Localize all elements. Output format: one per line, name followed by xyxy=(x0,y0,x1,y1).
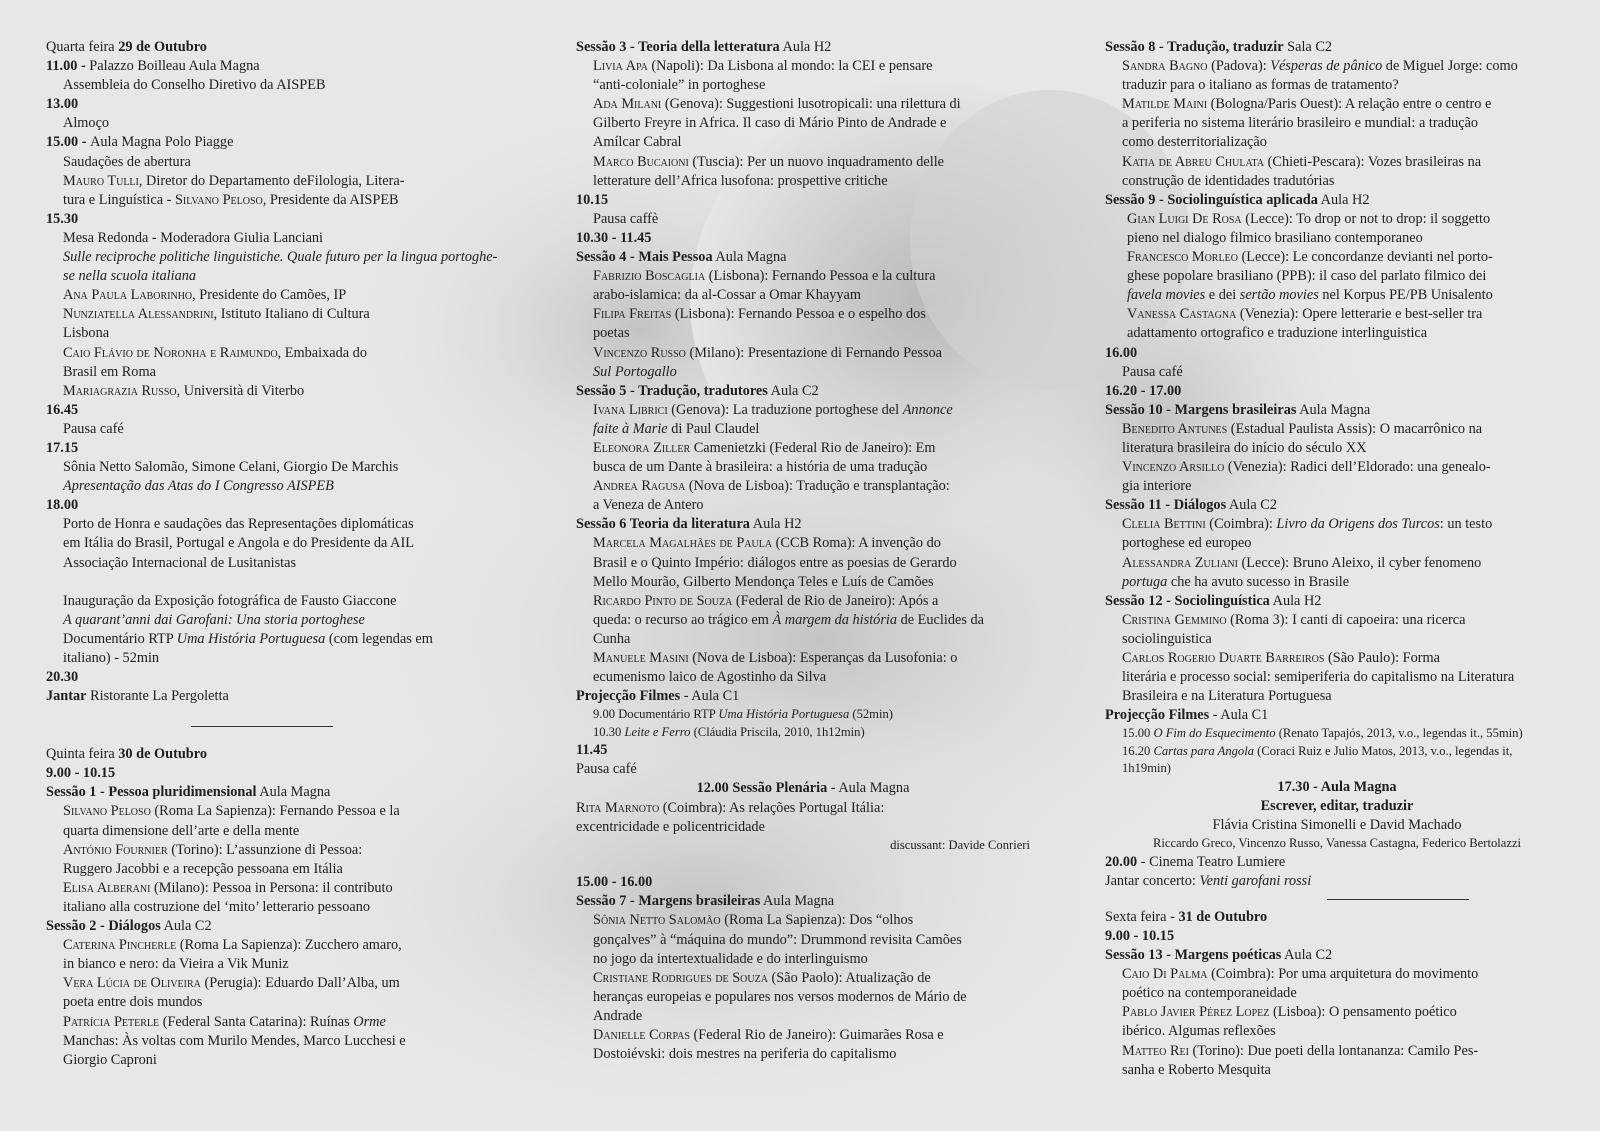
speaker-entry: ecumenismo laico de Agostinho da Silva xyxy=(593,669,827,686)
time-slot: 11.45 xyxy=(576,742,608,759)
middle-column xyxy=(576,38,1030,1064)
event-text: Jantar concerto: Venti garofani rossi xyxy=(1105,872,1312,889)
speaker-entry: Fabrizio Boscaglia (Lisbona): Fernando Pessoa e la cultura xyxy=(593,268,936,285)
speaker-entry: Filipa Freitas (Lisbona): Fernando Pessoa e o espelho dos xyxy=(593,306,926,323)
speaker-entry: Pablo Javier Pérez Lopez (Lisboa): O pensamento poético xyxy=(1122,1004,1457,1021)
session-heading: Projecção Filmes - Aula C1 xyxy=(1105,707,1269,724)
speaker-entry: Giorgio Caproni xyxy=(63,1051,157,1068)
event-text: Pausa café xyxy=(1122,363,1183,380)
speaker-entry: Gilberto Freyre in Africa. Il caso di Mário Pinto de Andrade e xyxy=(593,115,947,132)
speaker-entry: construção de identidades tradutórias xyxy=(1122,172,1335,189)
speaker-entry: Manchas: Às voltas com Murilo Mendes, Marco Lucchesi e xyxy=(63,1032,406,1049)
speaker-entry: Caterina Pincherle (Roma La Sapienza): Zucchero amaro, xyxy=(63,937,402,954)
speaker-entry: Matteo Rei (Torino): Due poeti della lontananza: Camilo Pes- xyxy=(1122,1042,1479,1059)
event-text: Almoço xyxy=(63,115,110,132)
speaker-entry: Lisbona xyxy=(63,325,110,342)
time-slot: 16.00 xyxy=(1105,344,1138,361)
roundtable-speakers: Flávia Cristina Simonelli e David Machado xyxy=(1212,817,1462,834)
roundtable-title: Escrever, editar, traduzir xyxy=(1260,797,1414,814)
speaker-entry: Brasileira e na Literatura Portuguesa xyxy=(1122,688,1332,705)
speaker-entry: Ruggero Jacobbi e a recepção pessoana em Itália xyxy=(63,860,343,877)
time-slot: 17.15 xyxy=(46,439,79,456)
session-heading: Sessão 6 Teoria da literatura Aula H2 xyxy=(576,516,802,533)
speaker-entry: Vincenzo Russo (Milano): Presentazione di Fernando Pessoa xyxy=(593,344,942,361)
speaker-entry: Marco Bucaioni (Tuscia): Per un nuovo inquadramento delle xyxy=(593,153,945,170)
speaker-entry: adattamento ortografico e traduzione interlinguistica xyxy=(1127,325,1428,342)
discussant: discussant: Davide Conrieri xyxy=(890,837,1030,852)
speaker-entry: Caio Flávio de Noronha e Raimundo, Embaixada do xyxy=(63,344,367,361)
speaker-entry: letterature dell’Africa lusofona: prospettive critiche xyxy=(593,172,888,189)
session-heading: Sessão 4 - Mais Pessoa Aula Magna xyxy=(576,249,787,266)
speaker-entry: Elisa Alberani (Milano): Pessoa in Persona: il contributo xyxy=(63,879,393,896)
speaker-entry: Andrade xyxy=(593,1007,643,1024)
speaker-entry: Sônia Netto Salomão (Roma La Sapienza): Dos “olhos xyxy=(593,912,914,929)
event-title: Sulle reciproche politiche linguistiche. Quale futuro per la lingua portoghe- xyxy=(63,249,498,266)
speaker-entry: como desterritorialização xyxy=(1122,134,1267,151)
time-slot: 20.30 xyxy=(46,669,79,685)
speaker-entry: Sandra Bagno (Padova): Vésperas de pânico de Miguel Jorge: como xyxy=(1122,58,1518,75)
time-slot: 20.00 - Cinema Teatro Lumiere xyxy=(1105,853,1286,870)
time-slot: 18.00 xyxy=(46,497,79,514)
film-entry: 10.30 Leite e Ferro (Cláudia Priscila, 2010, 1h12min) xyxy=(593,724,865,739)
speaker-entry: Amílcar Cabral xyxy=(593,134,682,151)
film-entry: 9.00 Documentário RTP Uma História Portuguesa (52min) xyxy=(593,707,893,722)
speaker-entry: faite à Marie di Paul Claudel xyxy=(593,420,760,437)
speaker-entry: Andrea Ragusa (Nova de Lisboa): Tradução e transplantação: xyxy=(593,478,950,495)
speaker-entry: literatura brasileira do início do século XX xyxy=(1122,439,1367,456)
speaker-entry: italiano alla costruzione del ‘mito’ letterario pessoano xyxy=(63,898,371,915)
speaker-entry: “anti-coloniale” in portoghese xyxy=(593,77,766,94)
speaker-entry: a Veneza de Antero xyxy=(593,497,704,514)
speaker-entry: ibérico. Algumas reflexões xyxy=(1122,1023,1276,1040)
time-slot: 11.00 - Palazzo Boilleau Aula Magna xyxy=(46,58,260,75)
event-text: Pausa café xyxy=(576,761,637,778)
event-text: Assembleia do Conselho Diretivo da AISPEB xyxy=(63,77,326,94)
event-text: em Itália do Brasil, Portugal e Angola e do Presidente da AIL xyxy=(63,535,414,552)
speaker-entry: Brasil em Roma xyxy=(63,363,156,380)
event-title: Apresentação das Atas do I Congresso AISPEB xyxy=(63,478,334,495)
event-text: Saudações de abertura xyxy=(63,153,191,170)
speaker-entry: poetas xyxy=(593,325,630,342)
speaker-entry: literária e processo social: semiperiferia do capitalismo na Literatura xyxy=(1122,669,1515,686)
event-text: Associação Internacional de Lusitanistas xyxy=(63,554,297,571)
right-column xyxy=(1105,38,1569,1080)
speaker-entry: Eleonora Ziller Camenietzki (Federal Rio de Janeiro): Em xyxy=(593,439,936,456)
speaker-entry: Alessandra Zuliani (Lecce): Bruno Aleixo, il cyber fenomeno xyxy=(1122,554,1482,571)
speaker-entry: Mariagrazia Russo, Università di Viterbo xyxy=(63,382,305,399)
session-heading: Sessão 12 - Sociolinguística Aula H2 xyxy=(1105,592,1322,609)
session-heading: Sessão 10 - Margens brasileiras Aula Magna xyxy=(1105,401,1371,418)
event-title: se nella scuola italiana xyxy=(63,268,197,285)
plenary-heading: 12.00 Sessão Plenária - Aula Magna xyxy=(696,780,910,797)
speaker-entry: pieno nel dialogo filmico brasiliano contemporaneo xyxy=(1127,229,1423,246)
speaker-entry: Cunha xyxy=(593,630,631,647)
speaker-entry: Matilde Maini (Bologna/Paris Ouest): A relação entre o centro e xyxy=(1122,96,1492,113)
speaker-entry: gia interiore xyxy=(1122,478,1192,495)
speaker-entry: Benedito Antunes (Estadual Paulista Assis): O macarrônico na xyxy=(1122,420,1483,437)
speaker-entry: Caio Di Palma (Coimbra): Por uma arquitetura do movimento xyxy=(1122,966,1479,983)
speaker-entry: Ivana Librici (Genova): La traduzione portoghese del Annonce xyxy=(593,401,953,418)
time-slot: 15.00 - 16.00 xyxy=(576,874,653,891)
speaker-entry: Katia de Abreu Chulata (Chieti-Pescara): Vozes brasileiras na xyxy=(1122,153,1482,170)
speaker-entry: queda: o recurso ao trágico em À margem da história de Euclides da xyxy=(593,611,984,628)
speaker-entry: Ada Milani (Genova): Suggestioni lusotropicali: una rilettura di xyxy=(593,96,961,113)
speaker-entry: sociolinguistica xyxy=(1122,630,1212,647)
event-text: Pausa caffè xyxy=(593,210,659,227)
film-entry: 15.00 O Fim do Esquecimento (Renato Tapajós, 2013, v.o., legendas it., 55min) xyxy=(1122,726,1523,741)
speaker-entry: Vera Lúcia de Oliveira (Perugia): Eduardo Dall’Alba, um xyxy=(63,975,400,992)
day-heading-wednesday: Quarta feira 29 de Outubro xyxy=(46,39,207,55)
speaker-entry: Ricardo Pinto de Souza (Federal de Rio de Janeiro): Após a xyxy=(593,592,939,609)
speaker-entry: Dostoiévski: dois mestres na periferia do capitalismo xyxy=(593,1046,897,1063)
time-slot: 10.15 xyxy=(576,191,609,208)
session-heading: Sessão 11 - Diálogos Aula C2 xyxy=(1105,497,1277,514)
speaker-entry: excentricidade e policentricidade xyxy=(576,818,765,835)
speaker-entry: Clelia Bettini (Coimbra): Livro da Origens dos Turcos: un testo xyxy=(1122,516,1493,533)
speaker-entry: Rita Marnoto (Coimbra): As relações Portugal Itália: xyxy=(576,799,885,816)
speaker-entry: Vincenzo Arsillo (Venezia): Radici dell’Eldorado: una genealo- xyxy=(1122,459,1491,476)
speaker-entry: Brasil e o Quinto Império: diálogos entre as poesias de Gerardo xyxy=(593,554,957,571)
session-heading: Sessão 5 - Tradução, tradutores Aula C2 xyxy=(576,382,819,399)
session-heading: Sessão 1 - Pessoa pluridimensional Aula Magna xyxy=(46,784,331,801)
day-heading-thursday: Quinta feira 30 de Outubro xyxy=(46,746,207,763)
speaker-entry: Francesco Morleo (Lecce): Le concordanze devianti nel porto- xyxy=(1127,249,1493,266)
speaker-entry: traduzir para o italiano as formas de tratamento? xyxy=(1122,77,1399,94)
speaker-entry: tura e Linguística - Silvano Peloso, Presidente da AISPEB xyxy=(63,191,399,208)
day-heading-friday: Sexta feira - 31 de Outubro xyxy=(1105,908,1268,925)
speaker-entry: gonçalves” à “máquina do mundo”: Drummond revisita Camões xyxy=(593,931,962,948)
speaker-entry: no jogo da intertextualidade e do interlinguismo xyxy=(593,950,868,967)
time-slot: 16.45 xyxy=(46,401,79,418)
speaker-entry: Mello Mourão, Gilberto Mendonça Teles e Luís de Camões xyxy=(593,573,934,590)
speaker-entry: Silvano Peloso (Roma La Sapienza): Fernando Pessoa e la xyxy=(63,803,400,820)
speaker-entry: Sul Portogallo xyxy=(593,363,677,380)
speaker-entry: ghese popolare brasiliano (PPB): il caso del parlato filmico dei xyxy=(1127,268,1487,285)
session-heading: Projecção Filmes - Aula C1 xyxy=(576,688,740,705)
speaker-entry: a periferia no sistema literário brasileiro e mundial: a tradução xyxy=(1122,115,1479,132)
speaker-entry: portoghese ed europeo xyxy=(1122,535,1252,552)
time-slot: 16.20 - 17.00 xyxy=(1105,382,1182,399)
session-heading: Sessão 7 - Margens brasileiras Aula Magna xyxy=(576,893,835,910)
speaker-entry: Patrícia Peterle (Federal Santa Catarina): Ruínas Orme xyxy=(63,1013,386,1030)
speaker-entry: poeta entre dois mundos xyxy=(63,994,203,1011)
speaker-entry: Vanessa Castagna (Venezia): Opere letterarie e best-seller tra xyxy=(1127,306,1483,323)
event-title: A quarant’anni dai Garofani: Una storia portoghese xyxy=(63,611,365,628)
event-text: Documentário RTP Uma História Portuguesa (com legendas em xyxy=(63,630,433,647)
session-heading: Sessão 8 - Tradução, traduzir Sala C2 xyxy=(1105,39,1333,55)
speaker-entry: Danielle Corpas (Federal Rio de Janeiro): Guimarães Rosa e xyxy=(593,1027,944,1043)
film-entry: 16.20 Cartas para Angola (Coraci Ruiz e Julio Matos, 2013, v.o., legendas it, xyxy=(1122,743,1513,758)
event-text: Jantar Ristorante La Pergoletta xyxy=(46,688,229,705)
film-entry: 1h19min) xyxy=(1122,761,1171,776)
section-divider xyxy=(191,726,333,727)
section-divider xyxy=(1327,899,1469,900)
speaker-entry: António Fournier (Torino): L’assunzione di Pessoa: xyxy=(63,841,363,858)
speaker-entry: Cristina Gemmino (Roma 3): I canti di capoeira: una ricerca xyxy=(1122,611,1466,628)
event-text: Mesa Redonda - Moderadora Giulia Lanciani xyxy=(63,229,324,246)
speaker-entry: Mauro Tulli, Diretor do Departamento deFilologia, Litera- xyxy=(63,172,405,189)
speaker-entry: Livia Apa (Napoli): Da Lisbona al mondo: la CEI e pensare xyxy=(593,58,933,75)
session-heading: Sessão 9 - Sociolinguística aplicada Aula H2 xyxy=(1105,191,1370,208)
event-text: Inauguração da Exposição fotográfica de Fausto Giaccone xyxy=(63,592,397,609)
event-text: italiano) - 52min xyxy=(63,649,160,666)
speaker-entry: Carlos Rogerio Duarte Barreiros (São Paulo): Forma xyxy=(1122,650,1440,666)
speaker-entry: in bianco e nero: da Vieira a Vik Muniz xyxy=(63,956,289,973)
speaker-entry: quarta dimensione dell’arte e della mente xyxy=(63,822,300,839)
time-slot: 13.00 xyxy=(46,96,79,113)
time-slot: 15.00 - Aula Magna Polo Piagge xyxy=(46,134,234,151)
speaker-entry: poético na contemporaneidade xyxy=(1122,985,1297,1002)
time-slot: 15.30 xyxy=(46,210,79,227)
speaker-entry: Manuele Masini (Nova de Lisboa): Esperanças da Lusofonia: o xyxy=(593,650,958,666)
speaker-entry: sanha e Roberto Mesquita xyxy=(1122,1061,1271,1078)
time-slot: 9.00 - 10.15 xyxy=(1105,927,1175,944)
speaker-entry: portuga che ha avuto sucesso in Brasile xyxy=(1122,573,1350,590)
speaker-entry: Nunziatella Alessandrini, Istituto Italiano di Cultura xyxy=(63,306,370,323)
speaker-entry: Gian Luigi De Rosa (Lecce): To drop or not to drop: il soggetto xyxy=(1127,210,1491,227)
speaker-entry: heranças europeias e populares nos versos modernos de Mário de xyxy=(593,988,967,1005)
event-text: Pausa café xyxy=(63,420,124,437)
session-heading: Sessão 13 - Margens poéticas Aula C2 xyxy=(1105,947,1333,964)
speaker-entry: favela movies e dei sertão movies nel Korpus PE/PB Unisalento xyxy=(1127,287,1493,304)
time-slot: 9.00 - 10.15 xyxy=(46,765,116,782)
roundtable-time: 17.30 - Aula Magna xyxy=(1277,778,1397,795)
speaker-entry: Ana Paula Laborinho, Presidente do Camões, IP xyxy=(63,287,347,304)
roundtable-speakers: Riccardo Greco, Vincenzo Russo, Vanessa Castagna, Federico Bertolazzi xyxy=(1152,836,1522,851)
speaker-entry: busca de um Dante à brasileira: a história de uma tradução xyxy=(593,459,928,476)
session-heading: Sessão 3 - Teoria della letteratura Aula H2 xyxy=(576,39,832,55)
session-heading: Sessão 2 - Diálogos Aula C2 xyxy=(46,918,212,935)
speaker-entry: Marcela Magalhães de Paula (CCB Roma): A invenção do xyxy=(593,535,941,552)
speaker-entry: Cristiane Rodrigues de Souza (São Paolo): Atualização de xyxy=(593,969,931,986)
time-slot: 10.30 - 11.45 xyxy=(576,229,652,246)
left-column xyxy=(46,38,498,1070)
speaker-entry: arabo-islamica: da al-Cossar a Omar Khayyam xyxy=(593,287,861,304)
event-text: Sônia Netto Salomão, Simone Celani, Giorgio De Marchis xyxy=(63,459,399,476)
event-text: Porto de Honra e saudações das Representações diplomáticas xyxy=(63,516,414,533)
